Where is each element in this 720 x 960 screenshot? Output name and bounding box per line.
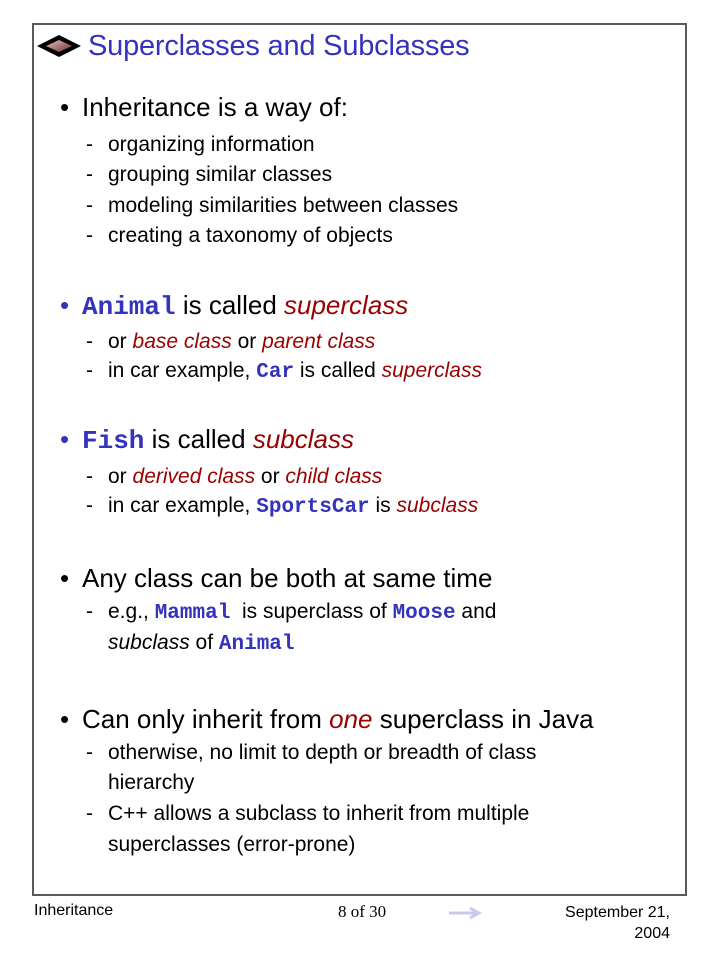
bullet-animal-superclass: • Animal is called superclass — [60, 290, 409, 322]
footer-date: September 21, 2004 — [565, 904, 670, 942]
arrow-right-icon[interactable] — [448, 906, 482, 920]
sub-item-continued: superclasses (error-prone) — [108, 833, 356, 856]
sub-item: - C++ allows a subclass to inherit from multiple — [86, 802, 530, 825]
bullet-both: • Any class can be both at same time — [60, 563, 493, 593]
sub-item: - in car example, SportsCar is subclass — [86, 494, 479, 519]
bullet-fish-subclass: • Fish is called subclass — [60, 424, 354, 456]
sub-item: - e.g., Mammal is superclass of Moose and — [86, 600, 497, 625]
sub-item: - otherwise, no limit to depth or breadth of class — [86, 741, 537, 764]
slide-header — [36, 26, 469, 66]
bullet-inheritance: • Inheritance is a way of: — [60, 92, 348, 122]
sub-item-continued: subclass of Animal — [108, 631, 295, 656]
sub-item: - organizing information — [86, 133, 315, 156]
sub-item: - or base class or parent class — [86, 330, 376, 353]
sub-item: - creating a taxonomy of objects — [86, 224, 393, 247]
slide-title: Superclasses and Subclasses — [88, 29, 470, 62]
sub-item: - grouping similar classes — [86, 163, 333, 186]
bullet-single-inheritance: • Can only inherit from one superclass in Java — [60, 704, 594, 734]
sub-item: - modeling similarities between classes — [86, 194, 459, 217]
sub-item-continued: hierarchy — [108, 771, 195, 794]
page-number: 8 of 30 — [338, 902, 387, 921]
sub-item: - or derived class or child class — [86, 465, 383, 488]
footer-title: Inheritance — [34, 902, 114, 919]
sub-item: - in car example, Car is called superclass — [86, 359, 482, 384]
diamond-icon — [36, 34, 82, 58]
